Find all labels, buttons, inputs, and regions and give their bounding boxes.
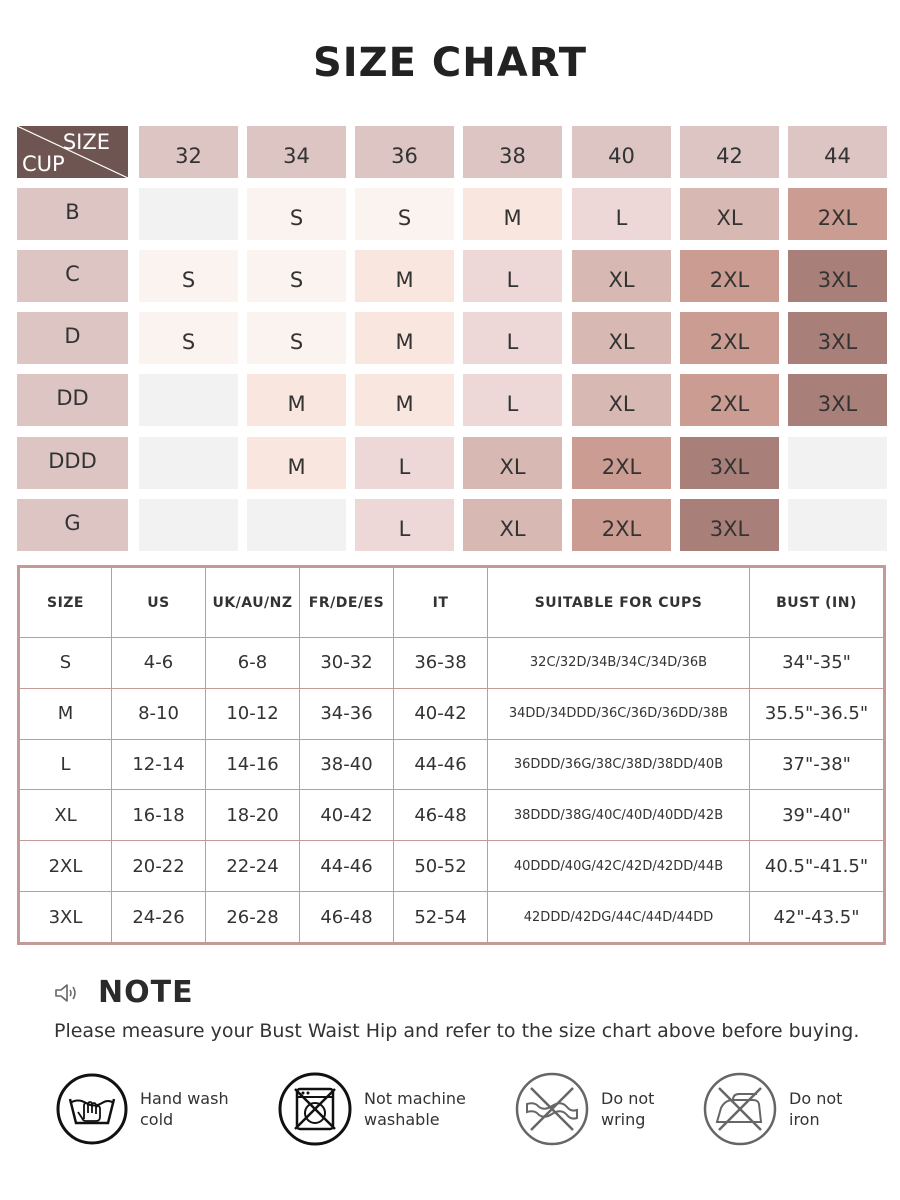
table-row — [20, 841, 884, 892]
size-cell: 3XL — [788, 250, 887, 302]
size-cell: M — [355, 250, 454, 302]
size-cell: M — [247, 374, 346, 426]
size-cell: S — [247, 312, 346, 364]
table-cell: 22-24 — [206, 841, 300, 892]
column-header: IT — [394, 568, 488, 638]
table-header-row — [20, 568, 884, 638]
care-label-line1: Hand wash — [140, 1089, 229, 1108]
size-cell: L — [355, 499, 454, 551]
table-cell: 36DDD/36G/38C/38D/38DD/40B — [488, 739, 750, 790]
size-cell: S — [247, 188, 346, 240]
care-label-line1: Not machine — [364, 1089, 466, 1108]
no-iron-icon — [703, 1072, 777, 1146]
care-label-line2: washable — [364, 1110, 440, 1129]
table-cell: 30-32 — [300, 638, 394, 689]
care-label-line2: iron — [789, 1110, 820, 1129]
cup-header: DD — [17, 374, 128, 426]
size-cell: 2XL — [572, 437, 671, 489]
column-header: BUST (IN) — [750, 568, 884, 638]
size-conversion-table — [17, 565, 886, 945]
size-cell: L — [355, 437, 454, 489]
size-cell: XL — [572, 250, 671, 302]
care-label-line2: cold — [140, 1110, 174, 1129]
table-cell: 42"-43.5" — [750, 892, 884, 943]
grid-corner-cell — [17, 126, 128, 178]
table-cell: 46-48 — [300, 892, 394, 943]
table-cell: 42DDD/42DG/44C/44D/44DD — [488, 892, 750, 943]
table-cell: 40-42 — [394, 688, 488, 739]
size-cell: M — [355, 374, 454, 426]
band-header: 40 — [572, 126, 671, 178]
no-wring-icon — [515, 1072, 589, 1146]
size-cell: 2XL — [788, 188, 887, 240]
table-cell: 44-46 — [394, 739, 488, 790]
table-cell: 37"-38" — [750, 739, 884, 790]
table-row — [20, 688, 884, 739]
no-machine-wash-icon — [278, 1072, 352, 1146]
table-cell: 36-38 — [394, 638, 488, 689]
table-cell: 8-10 — [112, 688, 206, 739]
size-cell: L — [463, 374, 562, 426]
column-header: UK/AU/NZ — [206, 568, 300, 638]
care-hand-wash — [56, 1072, 250, 1146]
band-header: 38 — [463, 126, 562, 178]
table-row — [20, 790, 884, 841]
table-row — [20, 892, 884, 943]
table-cell: XL — [20, 790, 112, 841]
band-header: 32 — [139, 126, 238, 178]
band-header: 36 — [355, 126, 454, 178]
table-cell: 46-48 — [394, 790, 488, 841]
table-cell: 44-46 — [300, 841, 394, 892]
table-cell: 16-18 — [112, 790, 206, 841]
size-cell — [139, 499, 238, 551]
table-cell: 35.5"-36.5" — [750, 688, 884, 739]
column-header: US — [112, 568, 206, 638]
size-cell: L — [572, 188, 671, 240]
size-cell: M — [355, 312, 454, 364]
size-cell: M — [247, 437, 346, 489]
size-cell: M — [463, 188, 562, 240]
care-no-iron — [703, 1072, 899, 1146]
table-cell: 40-42 — [300, 790, 394, 841]
size-cell: S — [139, 312, 238, 364]
care-label-line2: wring — [601, 1110, 646, 1129]
size-cell: XL — [463, 499, 562, 551]
table-cell: 26-28 — [206, 892, 300, 943]
cup-header: D — [17, 312, 128, 364]
table-cell: 40.5"-41.5" — [750, 841, 884, 892]
table-cell: 3XL — [20, 892, 112, 943]
band-header: 42 — [680, 126, 779, 178]
table-cell: S — [20, 638, 112, 689]
page-title: SIZE CHART — [312, 40, 588, 86]
size-cell: 2XL — [680, 374, 779, 426]
size-cell: 3XL — [680, 437, 779, 489]
size-cell — [139, 437, 238, 489]
table-cell: 34"-35" — [750, 638, 884, 689]
table-cell: 20-22 — [112, 841, 206, 892]
table-cell: 6-8 — [206, 638, 300, 689]
size-cell: 3XL — [680, 499, 779, 551]
size-cell: S — [355, 188, 454, 240]
table-row — [20, 638, 884, 689]
cup-header: G — [17, 499, 128, 551]
hand-wash-icon — [56, 1073, 128, 1145]
table-cell: 14-16 — [206, 739, 300, 790]
size-cell — [788, 499, 887, 551]
table-cell: 34-36 — [300, 688, 394, 739]
corner-cup-label: CUP — [22, 152, 65, 176]
size-cell — [139, 374, 238, 426]
table-cell: 2XL — [20, 841, 112, 892]
size-cell: XL — [572, 374, 671, 426]
table-cell: 52-54 — [394, 892, 488, 943]
table-cell: 32C/32D/34B/34C/34D/36B — [488, 638, 750, 689]
speaker-icon — [54, 982, 80, 1008]
table-cell: 12-14 — [112, 739, 206, 790]
size-cell: L — [463, 250, 562, 302]
column-header: SIZE — [20, 568, 112, 638]
table-cell: 38-40 — [300, 739, 394, 790]
cup-size-grid — [17, 126, 887, 551]
size-cell — [247, 499, 346, 551]
cup-header: C — [17, 250, 128, 302]
table-cell: 10-12 — [206, 688, 300, 739]
table-cell: 38DDD/38G/40C/40D/40DD/42B — [488, 790, 750, 841]
size-cell: 3XL — [788, 312, 887, 364]
table-cell: 24-26 — [112, 892, 206, 943]
column-header: FR/DE/ES — [300, 568, 394, 638]
band-header: 44 — [788, 126, 887, 178]
column-header: SUITABLE FOR CUPS — [488, 568, 750, 638]
note-text: Please measure your Bust Waist Hip and refer to the size chart above before buying. — [54, 1020, 860, 1042]
size-cell: S — [139, 250, 238, 302]
care-label-line1: Do not — [601, 1089, 655, 1108]
table-cell: L — [20, 739, 112, 790]
size-cell: 2XL — [680, 312, 779, 364]
cup-header: DDD — [17, 437, 128, 489]
table-row — [20, 739, 884, 790]
care-label-line1: Do not — [789, 1089, 843, 1108]
size-cell: XL — [572, 312, 671, 364]
size-cell — [788, 437, 887, 489]
table-cell: 4-6 — [112, 638, 206, 689]
size-cell: S — [247, 250, 346, 302]
size-cell: XL — [463, 437, 562, 489]
size-cell: 2XL — [572, 499, 671, 551]
table-cell: M — [20, 688, 112, 739]
care-no-wring — [515, 1072, 711, 1146]
cup-header: B — [17, 188, 128, 240]
table-cell: 39"-40" — [750, 790, 884, 841]
corner-size-label: SIZE — [62, 130, 110, 154]
band-header: 34 — [247, 126, 346, 178]
size-cell — [139, 188, 238, 240]
note-title: NOTE — [98, 975, 194, 1010]
size-cell: L — [463, 312, 562, 364]
care-no-machine-wash — [278, 1072, 474, 1146]
table-cell: 34DD/34DDD/36C/36D/36DD/38B — [488, 688, 750, 739]
table-cell: 40DDD/40G/42C/42D/42DD/44B — [488, 841, 750, 892]
size-cell: 3XL — [788, 374, 887, 426]
table-cell: 18-20 — [206, 790, 300, 841]
size-cell: XL — [680, 188, 779, 240]
size-cell: 2XL — [680, 250, 779, 302]
table-cell: 50-52 — [394, 841, 488, 892]
